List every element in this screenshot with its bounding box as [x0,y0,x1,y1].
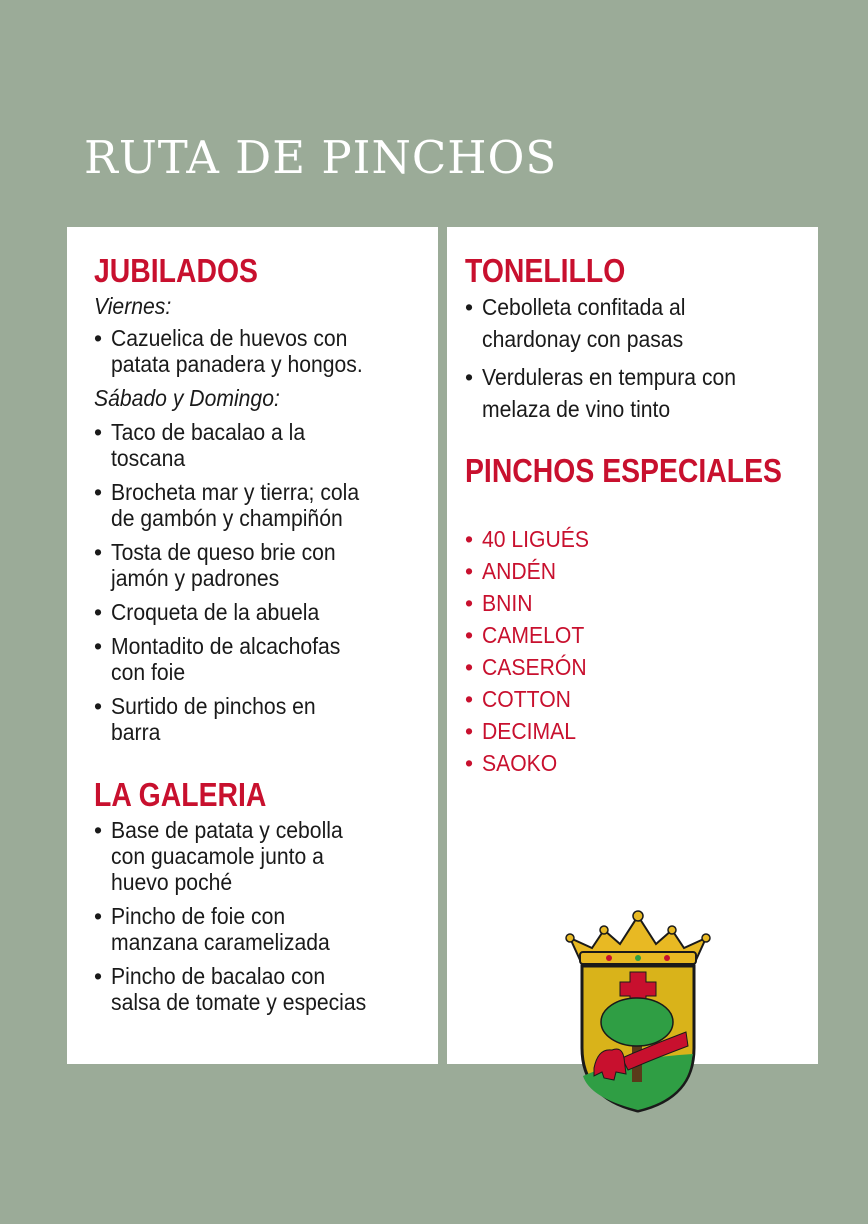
list-item: • BNIN [465,587,818,619]
list-item: • 40 LIGUÉS [465,523,818,555]
jubilados-weekend-list [94,419,438,745]
especiales-list [465,523,818,779]
list-item: • Tosta de queso brie con jamón y padrones [94,539,438,591]
list-item: • Cazuelica de huevos con patata panadera y hongos. [94,325,438,377]
list-item: • ANDÉN [465,555,818,587]
tonelillo-heading: TONELILLO [465,252,626,289]
list-item: • Pincho de bacalao con salsa de tomate y especias [94,963,438,1015]
day-label-viernes: Viernes: [94,293,172,319]
list-item: • Montadito de alcachofas con foie [94,633,438,685]
tonelillo-list [465,291,818,425]
list-item: • Cebolleta confitada al chardonay con pasas [465,291,818,355]
day-label-weekend: Sábado y Domingo: [94,385,280,411]
list-item: • DECIMAL [465,715,818,747]
galeria-list [94,817,438,1015]
shield-icon [582,966,694,1111]
jubilados-heading: JUBILADOS [94,252,258,289]
page-title: RUTA DE PINCHOS [84,131,558,184]
list-item: • Taco de bacalao a la toscana [94,419,438,471]
list-item: • Croqueta de la abuela [94,599,438,625]
especiales-heading: PINCHOS ESPECIALES [465,452,782,489]
list-item: • Pincho de foie con manzana caramelizada [94,903,438,955]
galeria-heading: LA GALERIA [94,776,267,813]
list-item: • CASERÓN [465,651,818,683]
list-item: • CAMELOT [465,619,818,651]
left-card [67,227,438,1064]
crown-icon [566,911,710,964]
list-item: • COTTON [465,683,818,715]
list-item: • Verduleras en tempura con melaza de vino tinto [465,361,818,425]
list-item: • Brocheta mar y tierra; cola de gambón y champiñón [94,479,438,531]
list-item: • Surtido de pinchos en barra [94,693,438,745]
jubilados-viernes-list [94,325,438,377]
list-item: • SAOKO [465,747,818,779]
coat-of-arms-icon [564,908,712,1114]
list-item: • Base de patata y cebolla con guacamole junto a huevo poché [94,817,438,895]
